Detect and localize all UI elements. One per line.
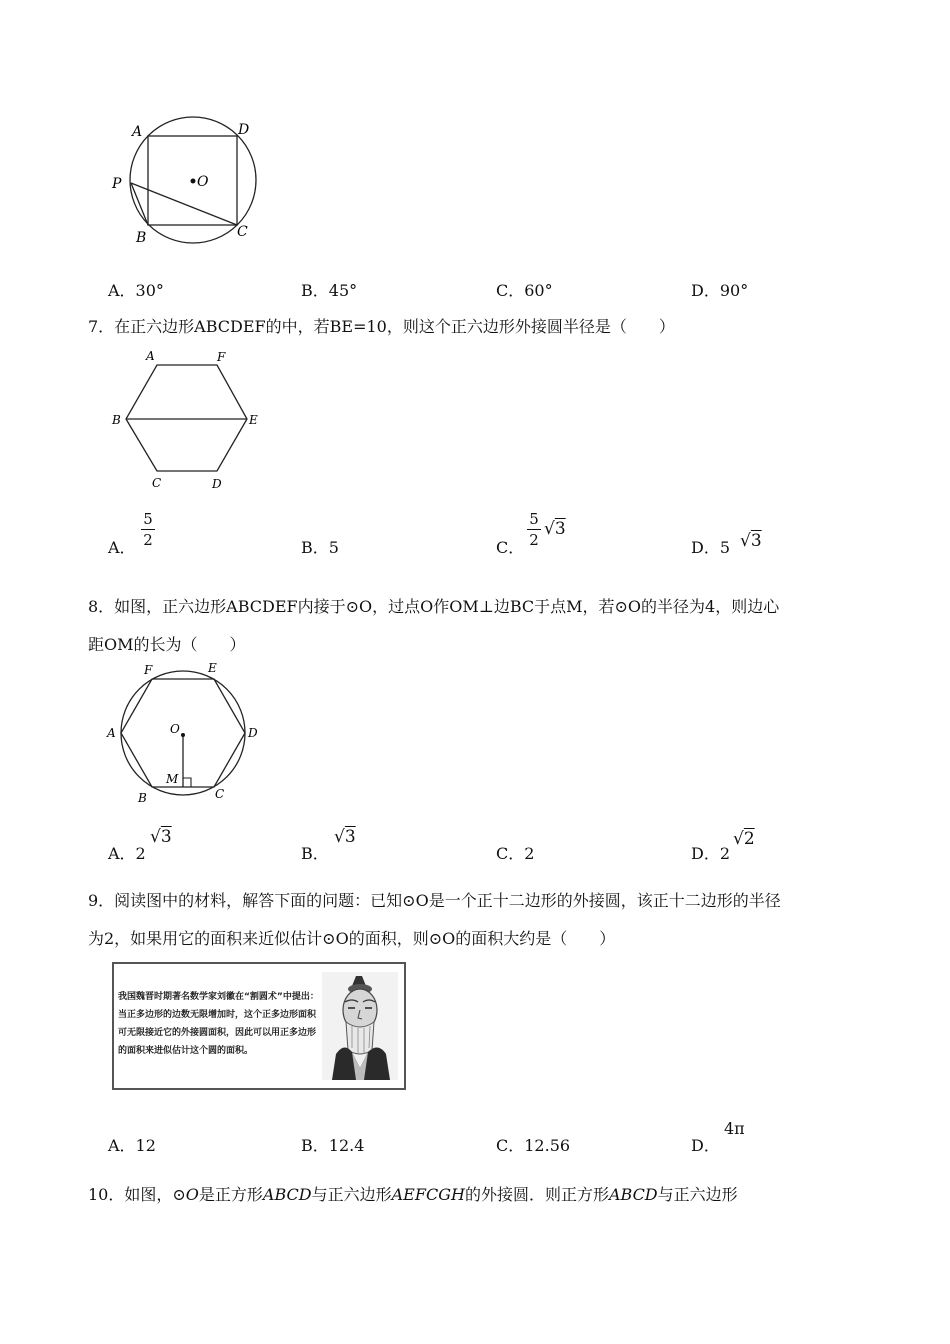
hexagon-abcdef <box>126 365 247 471</box>
q7-option-c-fraction <box>527 510 541 549</box>
q10-hexagon-name: AEFCGH <box>391 1185 465 1204</box>
q10-stem-end: 与正六边形 <box>657 1185 738 1204</box>
q9-material-text: 我国魏晋时期著名数学家刘徽在“割圆术”中提出：当正多边形的边数无限增加时，这个正多边形面积可无限接近它的外接圆面积，因此可以用正多边形的面积来进似估计这个圆的面积。 <box>118 992 319 1056</box>
label-a: A <box>146 349 155 363</box>
q7-option-a-fraction <box>141 510 155 549</box>
q8-stem-line2: 距OM的长为（ ） <box>88 635 246 654</box>
label-p: P <box>112 176 122 192</box>
denominator: 2 <box>529 531 539 549</box>
radicand: 3 <box>554 519 566 539</box>
q9-option-d-value: 4π <box>724 1119 745 1138</box>
q10-stem-mid1: 是正方形 <box>198 1185 263 1204</box>
label-c: C <box>215 787 225 801</box>
q9-option-a: A．12 <box>108 1136 156 1155</box>
q6-option-d: D．90° <box>691 281 749 300</box>
radicand: 3 <box>750 531 762 551</box>
q9-stem-line2: 为2，如果用它的面积来近似估计⊙O的面积，则⊙O的面积大约是（ ） <box>88 929 616 948</box>
q6-figure <box>100 112 270 252</box>
q6-option-a: A．30° <box>108 281 164 300</box>
q9-option-c: C．12.56 <box>496 1136 571 1155</box>
q8-option-a-label: A．2 <box>108 844 146 863</box>
q10-stem-mid2: 与正六边形 <box>311 1185 392 1204</box>
label-d: D <box>238 122 250 138</box>
segment-pc <box>131 183 237 225</box>
label-a: A <box>132 124 143 140</box>
q7-option-d-sqrt: √3 <box>740 531 762 551</box>
label-d: D <box>212 477 222 491</box>
q10-square-name-2: ABCD <box>608 1185 658 1204</box>
radicand: 3 <box>344 827 356 847</box>
q8-option-d-label: D．2 <box>691 844 731 863</box>
label-e: E <box>208 661 217 675</box>
denominator: 2 <box>143 531 153 549</box>
q7-figure <box>104 344 274 494</box>
radicand: 3 <box>160 827 172 847</box>
q9-material-box <box>112 962 406 1090</box>
q7-option-c-sqrt: √3 <box>544 519 566 539</box>
q9-option-b: B．12.4 <box>301 1136 365 1155</box>
label-a: A <box>107 726 116 740</box>
label-d: D <box>248 726 258 740</box>
fraction-bar <box>141 529 155 530</box>
label-e: E <box>249 413 258 427</box>
liu-hui-portrait <box>322 972 398 1080</box>
q8-stem-line1: 8．如图，正六边形ABCDEF内接于⊙O，过点O作OM⊥边BC于点M，若⊙O的半径为4，则边心 <box>88 597 780 616</box>
q6-option-b: B．45° <box>301 281 358 300</box>
label-f: F <box>144 663 153 677</box>
q7-stem: 7．在正六边形ABCDEF的中，若BE=10，则这个正六边形外接圆半径是（ ） <box>88 317 675 336</box>
center-dot <box>181 733 185 737</box>
label-f: F <box>217 350 226 364</box>
label-o: O <box>197 174 209 190</box>
q10-stem-mid3: 的外接圆．则正方形 <box>464 1185 609 1204</box>
label-m: M <box>166 772 179 786</box>
q9-stem-line1: 9．阅读图中的材料，解答下面的问题：已知⊙O是一个正十二边形的外接圆，该正十二边形的半径 <box>88 891 781 910</box>
fraction-bar <box>527 529 541 530</box>
q8-option-c: C．2 <box>496 844 535 863</box>
q8-option-b-label: B． <box>301 844 329 863</box>
q8-option-b-sqrt: √3 <box>334 827 356 847</box>
right-angle-mark <box>183 778 191 787</box>
q7-option-a-label: A． <box>108 538 136 557</box>
q7-option-b: B．5 <box>301 538 339 557</box>
label-b: B <box>136 230 147 246</box>
label-b: B <box>112 413 121 427</box>
q7-option-c-label: C． <box>496 538 525 557</box>
center-dot <box>191 179 196 184</box>
q10-circle-name: O <box>185 1185 199 1204</box>
q8-figure <box>104 658 274 808</box>
q10-stem <box>88 1182 738 1205</box>
radicand: 2 <box>743 829 755 849</box>
q7-option-d-label: D．5 <box>691 538 731 557</box>
numerator: 5 <box>143 510 153 528</box>
q6-option-c: C．60° <box>496 281 553 300</box>
q8-option-d-sqrt: √2 <box>733 829 755 849</box>
numerator: 5 <box>529 510 539 528</box>
q10-square-name: ABCD <box>262 1185 312 1204</box>
label-c: C <box>237 224 248 240</box>
label-o: O <box>170 722 180 736</box>
q8-option-a-sqrt: √3 <box>150 827 172 847</box>
label-b: B <box>138 791 147 805</box>
q9-option-d-label: D． <box>691 1136 720 1155</box>
q10-stem-pre: 10．如图，⊙ <box>88 1185 186 1204</box>
label-c: C <box>152 476 162 490</box>
